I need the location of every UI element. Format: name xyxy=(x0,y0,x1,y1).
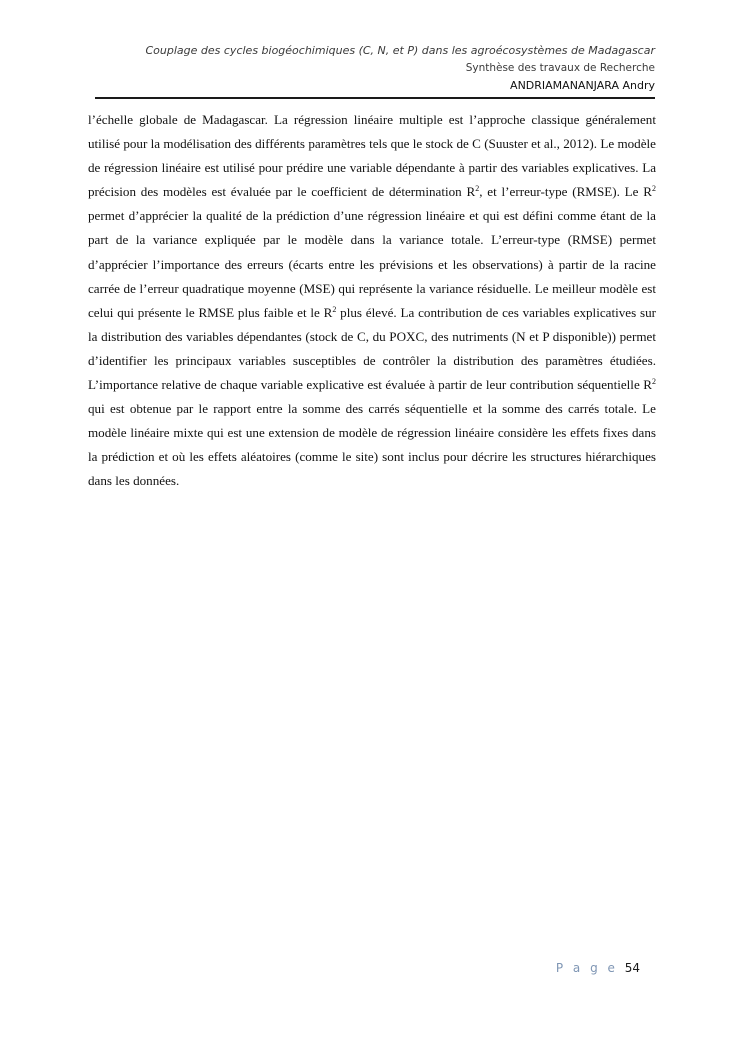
page-label: P a g e xyxy=(555,961,618,975)
paragraph-text-part: plus élevé. La contribution de ces variables explicatives sur la distribution des variables dépendantes (stock de C, du POXC, des nutriments (N et P disponible)) permet d’identifier les principaux variables susceptibles de contrôler la distribution des paramètres étudiées. L’importance relative de chaque variable explicative est évaluée à partir de leur contribution séquentielle R xyxy=(88,304,656,393)
superscript-two: 2 xyxy=(332,304,337,314)
superscript-two: 2 xyxy=(652,377,656,387)
header-author: ANDRIAMANANJARA Andry xyxy=(510,79,655,92)
page-footer xyxy=(545,961,640,975)
superscript-two: 2 xyxy=(652,184,656,194)
header-subtitle: Synthèse des travaux de Recherche xyxy=(465,62,655,74)
paragraph-text-part: qui est obtenue par le rapport entre la somme des carrés séquentielle et la somme des carrés totale. Le modèle linéaire mixte qui est une extension de modèle de régression linéaire considère les effets fixes dans la prédiction et où les effets aléatoires (comme le site) sont inclus pour décrire les structures hiérarchiques dans les données. xyxy=(88,401,656,489)
paragraph-text-part: permet d’apprécier la qualité de la prédiction d’une régression linéaire et qui est défini comme étant de la part de la variance expliquée par le modèle dans la variance totale. L’erreur-type (RMSE) permet d’apprécier l’importance des erreurs (écarts entre les prévisions et les observations) à partir de la racine carrée de l’erreur quadratique moyenne (MSE) qui représente la variance résiduelle. Le meilleur modèle est celui qui présente le RMSE plus faible et le R xyxy=(88,208,656,320)
page-number: 54 xyxy=(624,961,640,975)
body-paragraph xyxy=(88,108,656,494)
paragraph-text-part: , et l’erreur-type (RMSE). Le R xyxy=(479,184,652,200)
header-divider xyxy=(95,97,655,99)
header-title: Couplage des cycles biogéochimiques (C, N, et P) dans les agroécosystèmes de Madagascar xyxy=(145,44,655,57)
superscript-two: 2 xyxy=(475,184,480,194)
page-header xyxy=(95,42,655,94)
paragraph-text-part: l’échelle globale de Madagascar. La régression linéaire multiple est l’approche classique généralement utilisé pour la modélisation des différents paramètres tels que le stock de C (Suuster et al., 2012). Le modèle de régression linéaire est utilisé pour prédire une variable dépendante à partir des variables explicatives. La précision des modèles est évaluée par le coefficient de détermination R xyxy=(88,112,656,200)
